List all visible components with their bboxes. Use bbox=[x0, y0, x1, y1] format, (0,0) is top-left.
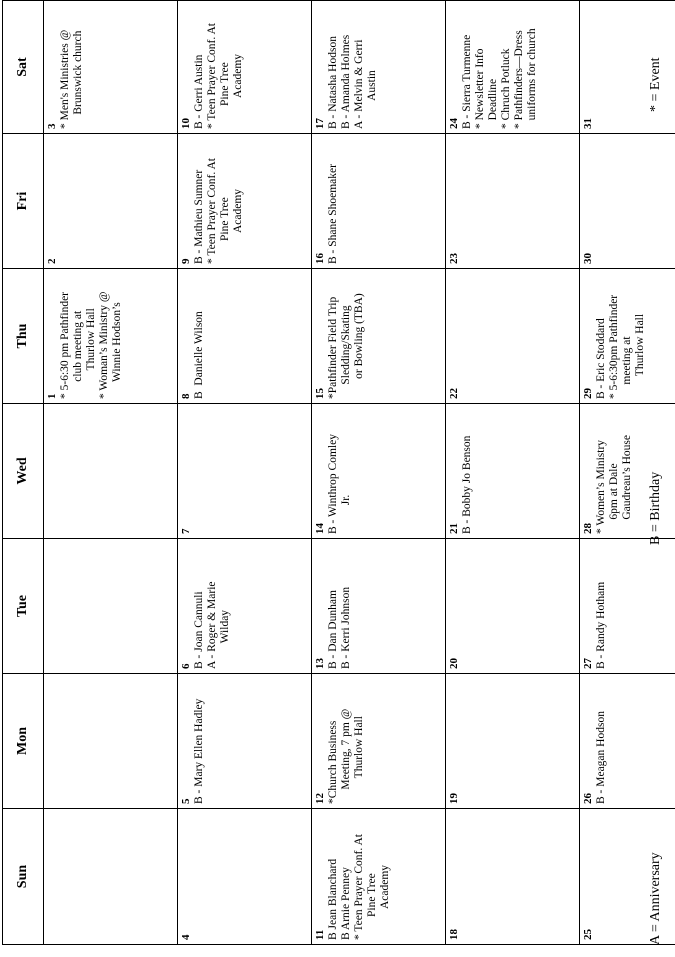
day-number: 13 bbox=[314, 658, 326, 669]
day-cell bbox=[312, 809, 446, 945]
day-cell bbox=[446, 269, 580, 404]
calendar-entry-line: * Pathfinders—Dress bbox=[513, 30, 525, 129]
day-cell-content bbox=[580, 674, 610, 808]
day-number: 7 bbox=[180, 528, 192, 534]
calendar-entry-line: Meeting, 7 pm @ bbox=[340, 708, 352, 804]
day-number: 10 bbox=[180, 118, 192, 129]
calendar-entry-line: * Women’s Ministry bbox=[595, 439, 607, 534]
weekday-sat: Sat bbox=[3, 1, 44, 134]
calendar-entry-line: B - Shane Shoemaker bbox=[327, 164, 339, 264]
day-number: 18 bbox=[448, 929, 460, 940]
day-number: 2 bbox=[46, 258, 58, 264]
calendar-entry-line: Brunswick church bbox=[72, 30, 84, 129]
day-number: 29 bbox=[582, 388, 594, 399]
calendar-entry-line: uniforms for church bbox=[526, 28, 538, 129]
day-cell-content bbox=[580, 269, 649, 403]
day-number: 11 bbox=[314, 929, 326, 940]
day-cell bbox=[178, 1, 312, 134]
day-cell-content bbox=[44, 809, 48, 944]
day-cell-content bbox=[312, 134, 342, 268]
week-row bbox=[44, 1, 178, 945]
day-cell-content bbox=[446, 674, 463, 808]
day-number: 3 bbox=[46, 123, 58, 129]
day-cell bbox=[44, 809, 178, 945]
day-cell bbox=[312, 134, 446, 269]
calendar-entry-line: or Bowling (TBA) bbox=[353, 293, 365, 399]
day-number: 22 bbox=[448, 388, 460, 399]
legend-anniversary: A = Anniversary bbox=[648, 852, 663, 945]
day-cell-content bbox=[312, 404, 355, 538]
day-number: 9 bbox=[180, 258, 192, 264]
day-cell-content bbox=[44, 269, 126, 403]
calendar-entry-line: * Teen Prayer Conf. At bbox=[206, 158, 218, 264]
calendar-entry-line: Deadline bbox=[487, 78, 499, 129]
day-cell-content bbox=[446, 404, 476, 538]
day-cell bbox=[312, 1, 446, 134]
calendar-entry-line: B - Gerri Austin bbox=[193, 54, 205, 129]
day-cell-content bbox=[178, 809, 195, 944]
day-number: 21 bbox=[448, 523, 460, 534]
calendar-entry-line: B - Joan Cannuli bbox=[193, 591, 205, 669]
calendar-entry-line: * Teen Prayer Conf. At bbox=[206, 23, 218, 129]
day-number: 26 bbox=[582, 793, 594, 804]
weekday-tue: Tue bbox=[3, 539, 44, 674]
day-cell bbox=[44, 1, 178, 134]
weekday-wed: Wed bbox=[3, 404, 44, 539]
day-number: 15 bbox=[314, 388, 326, 399]
calendar-entry-line: club meeting at bbox=[72, 310, 84, 399]
day-cell bbox=[312, 674, 446, 809]
calendar-entry-line: * 5-6:30 pm Pathfinder bbox=[59, 292, 71, 399]
calendar-entry-line: B Jean Blanchard bbox=[327, 858, 339, 940]
day-cell bbox=[446, 539, 580, 674]
day-cell bbox=[178, 539, 312, 674]
calendar-entry-line: B - Bobby Jo Benson bbox=[461, 435, 473, 534]
calendar-entry-line: 6pm at Dale bbox=[608, 463, 620, 534]
day-number: 6 bbox=[180, 663, 192, 669]
day-number: 1 bbox=[46, 393, 58, 399]
weekday-fri: Fri bbox=[3, 134, 44, 269]
day-cell bbox=[178, 269, 312, 404]
calendar-entry-line: * Men's Ministries @ bbox=[59, 29, 71, 129]
week-row bbox=[312, 1, 446, 945]
day-cell-content bbox=[446, 539, 463, 673]
day-cell bbox=[178, 134, 312, 269]
calendar-entry-line: Jr. bbox=[340, 494, 352, 534]
day-cell-content bbox=[178, 269, 208, 403]
calendar-entry-line: meeting at bbox=[621, 336, 633, 399]
day-cell bbox=[178, 809, 312, 945]
calendar-entry-line: B - Amanda Holmes bbox=[340, 34, 352, 129]
day-cell bbox=[178, 674, 312, 809]
day-cell bbox=[446, 134, 580, 269]
day-cell-content bbox=[178, 404, 195, 538]
day-number: 30 bbox=[582, 253, 594, 264]
day-cell-content bbox=[446, 809, 463, 944]
calendar-entry-line: B Danielle Wilson bbox=[193, 311, 205, 399]
day-cell bbox=[44, 134, 178, 269]
legend-event: * = Event bbox=[648, 57, 663, 112]
day-cell bbox=[312, 404, 446, 539]
day-cell-content bbox=[178, 1, 247, 133]
day-cell-content bbox=[44, 404, 48, 538]
day-cell-content bbox=[312, 674, 368, 808]
calendar-entry-line: B - Meagan Hodson bbox=[595, 711, 607, 804]
day-cell bbox=[580, 674, 675, 809]
week-row bbox=[446, 1, 580, 945]
day-cell-content bbox=[312, 1, 381, 133]
day-cell bbox=[312, 269, 446, 404]
day-number: 19 bbox=[448, 793, 460, 804]
calendar-entry-line: Pine Tree bbox=[219, 62, 231, 129]
day-cell bbox=[44, 269, 178, 404]
calendar-entry-line: B - Natasha Hodson bbox=[327, 36, 339, 129]
weekday-thu: Thu bbox=[3, 269, 44, 404]
calendar-body bbox=[44, 1, 675, 945]
calendar-entry-line: * Woman’s Ministry @ bbox=[98, 291, 110, 399]
day-cell bbox=[446, 404, 580, 539]
calendar-entry-line: * Teen Prayer Conf. At bbox=[353, 834, 365, 940]
calendar-entry-line: Pine Tree bbox=[366, 873, 378, 940]
calendar-entry-line: Thurlow Hall bbox=[353, 716, 365, 804]
calendar-entry-line: B - Kerri Johnson bbox=[340, 586, 352, 669]
day-cell-content bbox=[312, 809, 394, 944]
day-cell-content bbox=[44, 674, 48, 808]
calendar-entry-line: A - Melvin & Gerri bbox=[353, 39, 365, 129]
day-cell bbox=[44, 539, 178, 674]
calendar-entry-line: * Chruch Potluck bbox=[500, 48, 512, 129]
calendar-entry-line: B Arnie Penney bbox=[340, 867, 352, 940]
day-number: 25 bbox=[582, 929, 594, 940]
day-cell-content bbox=[312, 539, 355, 673]
day-number: 17 bbox=[314, 118, 326, 129]
day-cell bbox=[446, 674, 580, 809]
weekday-header-row bbox=[3, 1, 44, 945]
day-number: 31 bbox=[582, 118, 594, 129]
calendar-entry-line: * 5-6:30pm Pathfinder bbox=[608, 294, 620, 399]
day-number: 27 bbox=[582, 658, 594, 669]
calendar-entry-line: B - Dan Dunham bbox=[327, 590, 339, 669]
calendar-entry-line: Austin bbox=[366, 70, 378, 129]
calendar-entry-line: B - Mathieu Sumner bbox=[193, 169, 205, 264]
day-cell-content bbox=[580, 134, 597, 268]
calendar-entry-line: Pine Tree bbox=[219, 197, 231, 264]
calendar-entry-line: *Pathfinder Field Trip bbox=[327, 296, 339, 399]
calendar-table bbox=[2, 0, 675, 945]
calendar-entry-line: Wilday bbox=[219, 609, 231, 669]
day-cell bbox=[580, 134, 675, 269]
calendar-entry-line: Academy bbox=[232, 53, 244, 129]
day-cell-content bbox=[312, 269, 368, 403]
day-cell-content bbox=[44, 134, 61, 268]
calendar-entry-line: Winnie Hodson’s bbox=[111, 302, 123, 399]
day-number: 16 bbox=[314, 253, 326, 264]
day-cell-content bbox=[580, 1, 597, 133]
day-number: 24 bbox=[448, 118, 460, 129]
day-cell-content bbox=[446, 1, 541, 133]
day-number: 4 bbox=[180, 934, 192, 940]
calendar-entry-line: A - Roger & Marie bbox=[206, 581, 218, 669]
calendar-entry-line: Academy bbox=[379, 864, 391, 940]
day-cell bbox=[446, 1, 580, 134]
day-cell-content bbox=[446, 269, 463, 403]
calendar-entry-line: B - Winthrop Comley bbox=[327, 434, 339, 534]
week-row bbox=[178, 1, 312, 945]
day-cell-content bbox=[580, 809, 597, 944]
day-cell-content bbox=[44, 539, 48, 673]
day-number: 28 bbox=[582, 523, 594, 534]
day-cell bbox=[446, 809, 580, 945]
day-cell-content bbox=[178, 134, 247, 268]
calendar-entry-line: B - Mary Ellen Hadley bbox=[193, 698, 205, 804]
day-cell-content bbox=[178, 674, 208, 808]
calendar-entry-line: Thurlow Hall bbox=[85, 308, 97, 399]
day-number: 12 bbox=[314, 793, 326, 804]
day-cell-content bbox=[580, 404, 636, 538]
day-number: 14 bbox=[314, 523, 326, 534]
weekday-mon: Mon bbox=[3, 674, 44, 809]
day-cell-content bbox=[446, 134, 463, 268]
calendar-entry-line: Sledding/Skating bbox=[340, 305, 352, 399]
calendar-entry-line: B - Eric Stoddard bbox=[595, 318, 607, 399]
day-cell bbox=[44, 674, 178, 809]
calendar-entry-line: B - Randy Hotham bbox=[595, 581, 607, 669]
day-cell bbox=[44, 404, 178, 539]
legend-birthday: B = Birthday bbox=[648, 471, 663, 545]
day-number: 5 bbox=[180, 798, 192, 804]
day-cell-content bbox=[580, 539, 610, 673]
calendar-entry-line: Academy bbox=[232, 188, 244, 264]
day-cell bbox=[178, 404, 312, 539]
day-number: 23 bbox=[448, 253, 460, 264]
calendar-entry-line: Thurlow Hall bbox=[634, 313, 646, 399]
day-cell-content bbox=[178, 539, 234, 673]
day-number: 20 bbox=[448, 658, 460, 669]
calendar-entry-line: B - Sierra Turmenne bbox=[461, 34, 473, 129]
weekday-sun: Sun bbox=[3, 809, 44, 945]
calendar-entry-line: Gaudreau’s House bbox=[621, 434, 633, 534]
day-cell bbox=[312, 539, 446, 674]
day-cell bbox=[580, 539, 675, 674]
calendar-entry-line: *Church Business bbox=[327, 720, 339, 804]
day-cell-content bbox=[44, 1, 87, 133]
calendar-entry-line: * Newsletter Info bbox=[474, 48, 486, 129]
day-number: 8 bbox=[180, 393, 192, 399]
day-cell bbox=[580, 269, 675, 404]
